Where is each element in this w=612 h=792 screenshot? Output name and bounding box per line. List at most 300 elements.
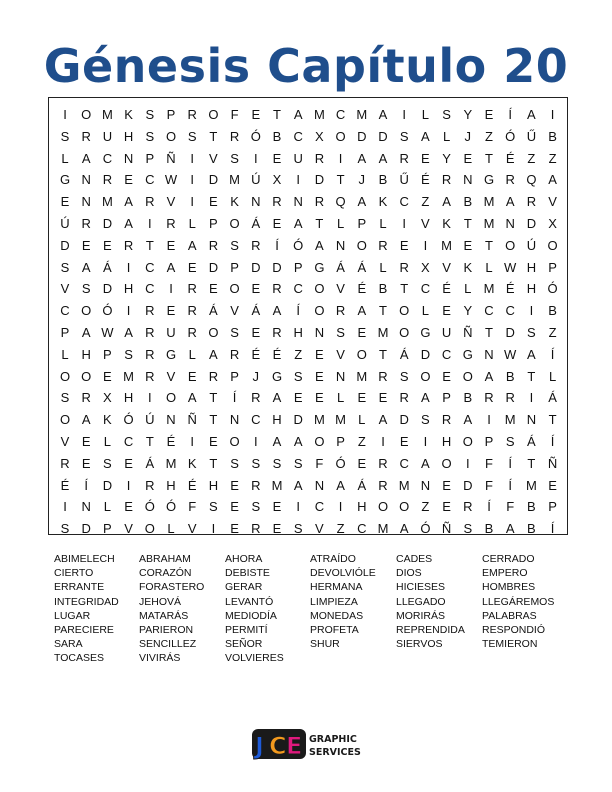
grid-letter: R — [272, 325, 282, 340]
grid-row — [49, 191, 567, 213]
grid-letter: M — [101, 194, 113, 210]
grid-letter: Á — [357, 477, 367, 493]
grid-letter: D — [272, 259, 282, 275]
grid-letter: Í — [275, 237, 279, 253]
grid-letter: C — [399, 455, 409, 471]
grid-letter: I — [190, 194, 194, 210]
grid-letter: D — [526, 216, 537, 231]
grid-letter: C — [293, 128, 303, 144]
grid-letter: O — [314, 303, 325, 319]
grid-letter: R — [399, 150, 409, 166]
grid-letter: D — [102, 281, 113, 297]
grid-letter: Á — [336, 259, 345, 275]
grid-letter: I — [296, 499, 300, 515]
grid-letter: E — [209, 194, 218, 210]
grid-letter: Í — [508, 455, 512, 471]
grid-letter: O — [505, 237, 516, 253]
grid-letter: E — [442, 303, 451, 319]
grid-letter: J — [252, 368, 260, 384]
grid-letter: D — [505, 325, 515, 340]
word-list-item: JEHOVÁ — [139, 595, 182, 608]
grid-letter: H — [208, 477, 219, 493]
grid-letter: R — [166, 216, 176, 231]
grid-letter: S — [230, 325, 239, 340]
grid-letter: O — [229, 281, 240, 297]
grid-row — [49, 453, 567, 475]
grid-row — [49, 148, 567, 170]
grid-letter: N — [335, 368, 346, 384]
grid-letter: C — [60, 303, 70, 319]
grid-letter: Ó — [123, 412, 134, 428]
grid-letter: A — [357, 303, 367, 319]
grid-letter: É — [272, 346, 282, 362]
grid-letter: O — [335, 128, 346, 144]
grid-letter: R — [378, 237, 388, 253]
grid-letter: O — [208, 325, 219, 340]
grid-letter: I — [529, 390, 534, 406]
grid-letter: L — [548, 368, 557, 384]
grid-letter: T — [315, 216, 324, 231]
grid-letter: F — [188, 499, 197, 515]
grid-letter: E — [230, 499, 239, 515]
grid-letter: L — [336, 390, 345, 406]
grid-letter: É — [166, 434, 176, 449]
grid-letter: M — [483, 281, 495, 297]
grid-letter: V — [336, 281, 345, 297]
word-list-item: AHORA — [225, 553, 263, 565]
grid-letter: U — [293, 150, 303, 166]
grid-letter: E — [81, 455, 91, 471]
grid-letter: O — [144, 521, 155, 537]
grid-letter: N — [293, 194, 303, 210]
grid-letter: O — [377, 499, 389, 515]
grid-letter: M — [165, 455, 177, 471]
grid-letter: R — [145, 477, 155, 493]
grid-letter: R — [463, 499, 473, 515]
grid-letter: L — [421, 107, 429, 122]
grid-letter: E — [293, 390, 303, 406]
grid-letter: D — [102, 477, 113, 493]
grid-letter: S — [421, 412, 430, 428]
grid-letter: A — [378, 150, 388, 166]
grid-letter: I — [296, 172, 300, 188]
grid-letter: D — [420, 346, 431, 362]
grid-letter: R — [145, 368, 155, 384]
grid-letter: E — [442, 477, 451, 493]
grid-letter: W — [504, 259, 517, 275]
grid-letter: T — [209, 390, 218, 406]
grid-letter: V — [442, 259, 451, 275]
grid-letter: S — [251, 499, 261, 515]
grid-letter: E — [315, 346, 324, 362]
grid-letter: O — [399, 325, 410, 340]
grid-letter: R — [187, 325, 197, 340]
grid-letter: C — [102, 150, 113, 166]
grid-letter: S — [505, 434, 515, 449]
word-list-item: INTEGRIDAD — [54, 595, 119, 608]
grid-letter: Y — [463, 303, 473, 319]
grid-letter: R — [314, 194, 325, 210]
word-list-item: MEDIODÍA — [225, 609, 277, 622]
grid-letter: S — [60, 521, 70, 537]
grid-letter: E — [187, 259, 197, 275]
grid-letter: M — [377, 521, 389, 537]
grid-letter: R — [399, 390, 409, 406]
letter-grid — [48, 97, 568, 535]
grid-row — [49, 431, 567, 453]
grid-letter: A — [81, 150, 91, 166]
grid-letter: A — [505, 521, 515, 537]
grid-letter: Y — [442, 150, 451, 166]
grid-letter: R — [145, 325, 155, 340]
grid-row — [49, 366, 567, 388]
grid-letter: I — [190, 150, 194, 166]
grid-letter: C — [399, 194, 409, 210]
grid-letter: I — [190, 172, 194, 188]
grid-letter: B — [527, 499, 536, 515]
grid-letter: R — [145, 194, 155, 210]
grid-letter: X — [548, 216, 557, 231]
grid-letter: Z — [421, 499, 430, 515]
grid-letter: A — [548, 172, 557, 188]
grid-letter: A — [81, 259, 91, 275]
grid-letter: R — [378, 368, 388, 384]
grid-row — [49, 257, 567, 279]
grid-letter: G — [59, 172, 71, 188]
grid-letter: R — [81, 216, 91, 231]
grid-row — [49, 496, 567, 518]
grid-letter: M — [525, 477, 537, 493]
word-list-item: FORASTERO — [139, 581, 205, 594]
grid-letter: L — [485, 259, 493, 275]
grid-letter: W — [164, 172, 178, 188]
grid-letter: Í — [84, 477, 88, 493]
grid-row — [49, 169, 567, 191]
grid-letter: M — [483, 194, 495, 210]
grid-letter: S — [230, 150, 239, 166]
word-list-item: ABIMELECH — [54, 553, 115, 565]
grid-letter: C — [145, 281, 155, 297]
grid-letter: Ú — [526, 237, 537, 253]
word-list-item: PARECIERE — [54, 624, 114, 636]
grid-letter: L — [358, 412, 366, 428]
grid-letter: O — [165, 128, 177, 144]
grid-letter: S — [145, 128, 155, 144]
grid-letter: R — [251, 237, 261, 253]
grid-letter: V — [187, 521, 197, 537]
grid-letter: Á — [209, 303, 218, 319]
grid-letter: Ú — [60, 216, 70, 231]
grid-letter: Á — [357, 259, 367, 275]
word-list-item: SIERVOS — [396, 638, 443, 651]
word-list-item: SEÑOR — [225, 638, 263, 651]
word-list-item: ATRAÍDO — [310, 553, 356, 565]
word-list-item: LUGAR — [54, 609, 91, 622]
grid-letter: O — [399, 303, 410, 319]
grid-letter: E — [251, 325, 261, 340]
grid-letter: O — [547, 237, 558, 253]
grid-letter: I — [487, 412, 491, 428]
grid-letter: R — [378, 477, 388, 493]
grid-letter: S — [399, 128, 409, 144]
word-list-item: PROFETA — [310, 624, 359, 636]
grid-letter: E — [548, 477, 557, 493]
grid-letter: T — [527, 368, 536, 384]
grid-letter: Z — [294, 346, 303, 362]
grid-letter: E — [272, 521, 282, 537]
grid-letter: L — [61, 150, 69, 166]
grid-letter: I — [253, 434, 258, 449]
grid-letter: E — [103, 237, 112, 253]
grid-letter: L — [464, 281, 472, 297]
grid-letter: F — [485, 455, 493, 471]
grid-letter: T — [209, 128, 218, 144]
grid-letter: N — [314, 477, 325, 493]
grid-letter: Y — [463, 107, 473, 122]
grid-letter: T — [209, 455, 218, 471]
grid-letter: I — [190, 434, 194, 449]
grid-letter: D — [378, 128, 388, 144]
grid-row — [49, 387, 567, 409]
grid-letter: R — [208, 237, 219, 253]
grid-letter: F — [485, 477, 493, 493]
grid-letter: P — [484, 434, 494, 449]
grid-letter: Í — [232, 390, 237, 406]
grid-letter: V — [209, 150, 218, 166]
grid-letter: Á — [527, 434, 536, 449]
grid-letter: R — [145, 346, 155, 362]
grid-letter: Z — [485, 128, 493, 144]
grid-letter: H — [123, 128, 134, 144]
grid-letter: C — [145, 172, 155, 188]
grid-letter: A — [81, 412, 91, 428]
grid-letter: E — [378, 390, 388, 406]
grid-letter: E — [124, 455, 133, 471]
logo-letter-e: E — [286, 732, 303, 760]
grid-letter: I — [169, 281, 173, 297]
grid-letter: J — [358, 172, 366, 188]
grid-letter: O — [59, 412, 71, 428]
grid-letter: I — [381, 434, 385, 449]
grid-letter: H — [123, 281, 134, 297]
grid-letter: T — [527, 455, 536, 471]
grid-letter: E — [442, 368, 451, 384]
grid-letter: F — [506, 499, 515, 515]
grid-letter: M — [335, 412, 347, 428]
grid-letter: C — [441, 346, 452, 362]
grid-row — [49, 126, 567, 148]
grid-letter: R — [102, 172, 113, 188]
grid-letter: I — [63, 499, 67, 515]
grid-letter: E — [399, 237, 409, 253]
grid-letter: D — [102, 216, 113, 231]
grid-letter: T — [548, 412, 557, 428]
grid-letter: E — [357, 325, 367, 340]
grid-letter: R — [251, 477, 261, 493]
grid-letter: U — [102, 128, 113, 144]
grid-letter: C — [145, 259, 155, 275]
grid-row — [49, 104, 567, 126]
grid-row — [49, 322, 567, 344]
grid-letter: R — [441, 172, 452, 188]
grid-letter: I — [147, 216, 152, 231]
grid-letter: I — [402, 216, 406, 231]
word-list-item: SHUR — [310, 638, 340, 651]
grid-letter: S — [103, 455, 112, 471]
grid-letter: S — [187, 128, 197, 144]
grid-letter: N — [314, 325, 325, 340]
grid-letter: Z — [548, 150, 557, 166]
grid-letter: T — [485, 237, 493, 253]
grid-letter: M — [313, 412, 325, 428]
word-list-item: PERMITÍ — [225, 624, 268, 636]
grid-letter: R — [251, 521, 261, 537]
grid-letter: D — [60, 237, 70, 253]
grid-letter: B — [463, 194, 473, 210]
word-list-item: MONEDAS — [310, 609, 364, 622]
grid-letter: Ñ — [463, 325, 473, 340]
grid-letter: D — [208, 172, 219, 188]
grid-letter: E — [315, 368, 324, 384]
grid-letter: A — [293, 216, 303, 231]
grid-letter: Í — [550, 521, 555, 537]
grid-letter: O — [314, 281, 325, 297]
grid-letter: C — [420, 281, 431, 297]
word-list-item: LEVANTÓ — [225, 595, 274, 608]
grid-letter: A — [209, 346, 218, 362]
word-list-item: DEBISTE — [225, 567, 270, 580]
grid-letter: W — [101, 325, 114, 340]
grid-letter: D — [251, 259, 261, 275]
grid-letter: E — [272, 499, 282, 515]
grid-letter: L — [188, 216, 196, 231]
grid-letter: R — [272, 194, 282, 210]
grid-letter: E — [272, 150, 282, 166]
grid-letter: I — [253, 150, 258, 166]
grid-letter: Ű — [399, 172, 409, 188]
grid-letter: A — [421, 128, 430, 144]
logo-letter-c: C — [269, 732, 287, 760]
grid-letter: É — [357, 281, 367, 297]
grid-letter: T — [485, 150, 493, 166]
grid-letter: A — [315, 237, 324, 253]
grid-letter: R — [187, 303, 197, 319]
grid-letter: A — [187, 237, 197, 253]
grid-letter: A — [124, 216, 133, 231]
grid-letter: Ñ — [187, 412, 197, 428]
grid-letter: G — [483, 172, 495, 188]
grid-letter: G — [462, 346, 473, 362]
grid-letter: B — [378, 281, 388, 297]
grid-letter: V — [60, 281, 70, 297]
grid-letter: H — [357, 499, 367, 515]
grid-letter: R — [229, 346, 240, 362]
grid-letter: L — [421, 303, 429, 319]
grid-letter: B — [505, 368, 515, 384]
grid-letter: Ó — [102, 303, 113, 319]
grid-letter: Ó — [505, 128, 516, 144]
grid-letter: I — [211, 521, 216, 537]
grid-letter: E — [81, 434, 91, 449]
grid-letter: N — [484, 346, 494, 362]
grid-letter: S — [145, 107, 155, 122]
word-list-item: DEVOLVIÓLE — [310, 567, 376, 580]
word-list-item: TEMIERON — [482, 638, 538, 651]
grid-letter: R — [187, 281, 197, 297]
grid-letter: É — [187, 477, 197, 493]
grid-letter: B — [527, 521, 536, 537]
grid-letter: G — [165, 346, 177, 362]
grid-letter: Ú — [145, 412, 155, 428]
grid-letter: E — [166, 237, 176, 253]
grid-letter: É — [60, 477, 70, 493]
grid-letter: V — [60, 434, 70, 449]
grid-letter: N — [81, 194, 91, 210]
grid-letter: R — [208, 368, 219, 384]
grid-letter: Ñ — [547, 455, 558, 471]
grid-letter: P — [548, 499, 557, 515]
grid-letter: Í — [487, 499, 491, 515]
grid-letter: E — [251, 107, 261, 122]
grid-letter: H — [293, 325, 303, 340]
grid-letter: C — [251, 412, 261, 428]
grid-letter: V — [548, 194, 557, 210]
grid-letter: P — [357, 216, 367, 231]
grid-letter: Ñ — [441, 521, 452, 537]
grid-letter: C — [357, 521, 367, 537]
grid-letter: Á — [548, 390, 557, 406]
grid-letter: H — [272, 412, 282, 428]
grid-letter: T — [336, 172, 345, 188]
word-list-item: GERAR — [225, 581, 263, 594]
word-list-item: HERMANA — [310, 581, 363, 594]
grid-row — [49, 409, 567, 431]
grid-letter: N — [81, 499, 91, 515]
grid-letter: H — [526, 281, 537, 297]
grid-letter: U — [441, 325, 452, 340]
grid-letter: G — [420, 325, 431, 340]
grid-letter: K — [230, 194, 239, 210]
grid-letter: D — [357, 128, 367, 144]
logo-line-graphic: GRAPHIC — [309, 734, 357, 745]
grid-letter: Ó — [293, 237, 304, 253]
grid-letter: S — [442, 107, 451, 122]
grid-letter: L — [188, 346, 196, 362]
grid-letter: N — [505, 216, 515, 231]
grid-letter: S — [272, 455, 282, 471]
grid-letter: Z — [336, 521, 345, 537]
grid-letter: C — [484, 303, 494, 319]
grid-letter: A — [166, 259, 176, 275]
grid-letter: S — [81, 281, 91, 297]
grid-letter: Ó — [144, 499, 155, 515]
grid-letter: A — [293, 107, 303, 122]
grid-letter: E — [315, 390, 324, 406]
grid-letter: K — [442, 216, 451, 231]
grid-letter: Z — [548, 325, 557, 340]
word-list-item: LLEGÁREMOS — [482, 595, 555, 608]
grid-letter: N — [123, 150, 134, 166]
grid-letter: B — [548, 303, 557, 319]
grid-letter: E — [60, 194, 70, 210]
grid-letter: X — [272, 172, 282, 188]
grid-letter: R — [335, 303, 346, 319]
grid-letter: T — [379, 303, 387, 319]
grid-letter: S — [251, 455, 261, 471]
grid-letter: C — [314, 499, 325, 515]
grid-letter: P — [145, 150, 155, 166]
grid-letter: V — [230, 303, 239, 319]
